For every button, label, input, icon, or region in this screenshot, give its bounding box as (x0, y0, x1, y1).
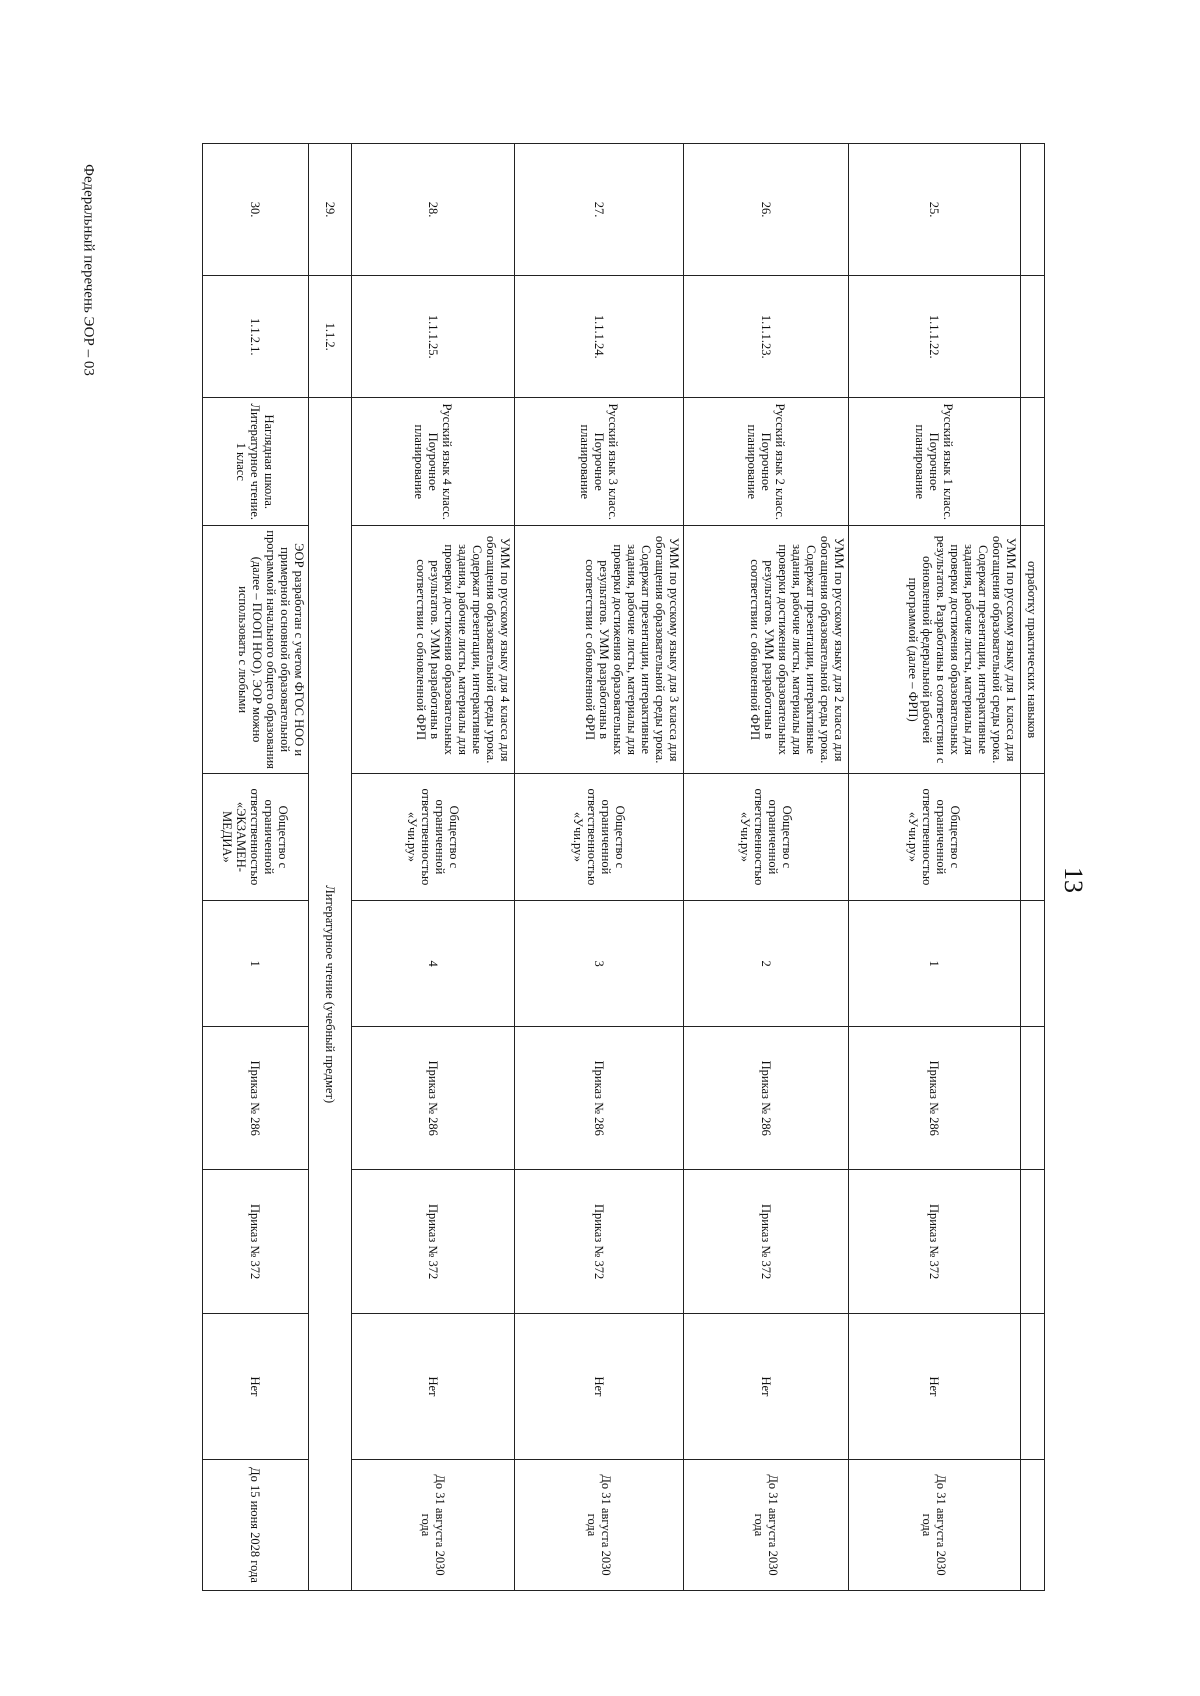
cell-number (1021, 144, 1045, 276)
table-row (352, 144, 515, 1591)
cell-name (1021, 398, 1045, 526)
cell-order-1: Приказ № 286 (849, 1027, 1021, 1170)
cell-order-2 (1021, 1170, 1045, 1314)
cell-number: 27. (515, 144, 684, 276)
cell-code: 1.1.1.24. (515, 276, 684, 398)
cell-code: 1.1.2. (309, 276, 352, 398)
table-row (515, 144, 684, 1591)
cell-organization (1021, 774, 1045, 901)
cell-description: УММ по русскому языку для 4 класса для обогащения образовательной среды урока. Содержат презентации, интерактивные задания, рабочие листы, материалы для проверки достижения образовательных результатов. УММ разработаны в соответствии с обновленной ФРП (352, 526, 515, 774)
table-row (203, 144, 309, 1591)
cell-grade (1021, 900, 1045, 1027)
footer-document-title: Федеральный перечень ЭОР – 03 (80, 164, 97, 376)
cell-order-1: Приказ № 286 (684, 1027, 849, 1170)
page-number: 13 (1059, 867, 1088, 893)
cell-description: ЭОР разработан с учетом ФГОС НОО и примерной основной образовательной программой начального общего образования (далее – ПООП НОО). ЭОР можно использовать с любыми (203, 526, 309, 774)
cell-order-2: Приказ № 372 (203, 1170, 309, 1314)
cell-extra: Нет (352, 1313, 515, 1459)
cell-order-1 (1021, 1027, 1045, 1170)
cell-organization: Общество с ограниченной ответственностью «Учи.ру» (684, 774, 849, 901)
cell-name: Русский язык 4 класс. Поурочное планирование (352, 398, 515, 526)
cell-number: 25. (849, 144, 1021, 276)
cell-code: 1.1.1.22. (849, 276, 1021, 398)
table-row (849, 144, 1021, 1591)
table-row (684, 144, 849, 1591)
cell-term: До 31 августа 2030 года (849, 1459, 1021, 1590)
cell-organization: Общество с ограниченной ответственностью «Учи.ру» (352, 774, 515, 901)
cell-code: 1.1.1.23. (684, 276, 849, 398)
cell-description: отработку практических навыков (1021, 526, 1045, 774)
cell-name: Русский язык 2 класс. Поурочное планирование (684, 398, 849, 526)
cell-name: Русский язык 1 класс. Поурочное планирование (849, 398, 1021, 526)
cell-extra (1021, 1313, 1045, 1459)
cell-extra: Нет (203, 1313, 309, 1459)
cell-order-2: Приказ № 372 (684, 1170, 849, 1314)
cell-number: 26. (684, 144, 849, 276)
cell-extra: Нет (849, 1313, 1021, 1459)
cell-extra: Нет (684, 1313, 849, 1459)
cell-term (1021, 1459, 1045, 1590)
cell-number: 30. (203, 144, 309, 276)
cell-code: 1.1.2.1. (203, 276, 309, 398)
cell-grade: 2 (684, 900, 849, 1027)
section-title: Литературное чтение (учебный предмет) (309, 398, 352, 1591)
cell-description: УММ по русскому языку для 2 класса для обогащения образовательной среды урока. Содержат презентации, интерактивные задания, рабочие листы, материалы для проверки достижения образовательных результатов. УММ разработаны в соответствии с обновленной ФРП (684, 526, 849, 774)
eor-list-table (202, 143, 1045, 1591)
cell-code: 1.1.1.25. (352, 276, 515, 398)
cell-grade: 1 (203, 900, 309, 1027)
cell-grade: 3 (515, 900, 684, 1027)
cell-organization: Общество с ограниченной ответственностью «Учи.ру» (849, 774, 1021, 901)
cell-order-1: Приказ № 286 (203, 1027, 309, 1170)
cell-name: Наглядная школа. Литературное чтение. 1 класс (203, 398, 309, 526)
cell-description: УММ по русскому языку для 1 класса для обогащения образовательной среды урока. Содержат презентации, интерактивные задания, рабочие листы, материалы для проверки достижения образовательных результатов. Разработаны в соответствии с обновленной федеральной рабочей программой (далее – ФРП) (849, 526, 1021, 774)
cell-number: 28. (352, 144, 515, 276)
cell-term: До 31 августа 2030 года (684, 1459, 849, 1590)
cell-organization: Общество с ограниченной ответственностью «Учи.ру» (515, 774, 684, 901)
cell-extra: Нет (515, 1313, 684, 1459)
cell-grade: 1 (849, 900, 1021, 1027)
cell-grade: 4 (352, 900, 515, 1027)
table-row-section (309, 144, 352, 1591)
cell-term: До 31 августа 2030 года (515, 1459, 684, 1590)
cell-organization: Общество с ограниченной ответственностью «ЭКЗАМЕН-МЕДИА» (203, 774, 309, 901)
cell-order-1: Приказ № 286 (515, 1027, 684, 1170)
cell-order-1: Приказ № 286 (352, 1027, 515, 1170)
table-row-continuation (1021, 144, 1045, 1591)
cell-order-2: Приказ № 372 (515, 1170, 684, 1314)
cell-order-2: Приказ № 372 (849, 1170, 1021, 1314)
cell-code (1021, 276, 1045, 398)
cell-description: УММ по русскому языку для 3 класса для обогащения образовательной среды урока. Содержат презентации, интерактивные задания, рабочие листы, материалы для проверки достижения образовательных результатов. УММ разработаны в соответствии с обновленной ФРП (515, 526, 684, 774)
cell-order-2: Приказ № 372 (352, 1170, 515, 1314)
cell-term: До 31 августа 2030 года (352, 1459, 515, 1590)
cell-name: Русский язык 3 класс. Поурочное планирование (515, 398, 684, 526)
cell-number: 29. (309, 144, 352, 276)
cell-term: До 15 июня 2028 года (203, 1459, 309, 1590)
